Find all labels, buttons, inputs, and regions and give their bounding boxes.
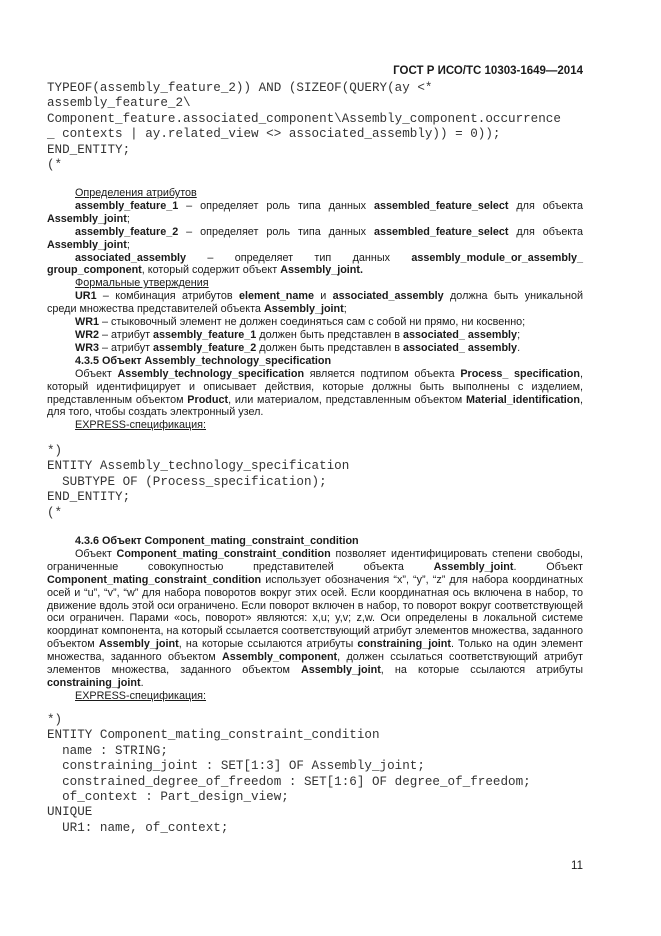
express-code-block-2 xyxy=(47,444,349,521)
code-line: of_context : Part_design_view; xyxy=(47,790,289,805)
code-line: TYPEOF(assembly_feature_2)) AND (SIZEOF(QUERY(ay <* xyxy=(47,81,433,95)
rule-wr3: WR3 – атрибут assembly_feature_2 должен быть представлен в associated_ assembly. xyxy=(75,341,521,354)
code-line: Component_feature.associated_component\Assembly_component.occurrence xyxy=(47,111,561,126)
express-spec-label: EXPRESS-спецификация: xyxy=(75,419,207,432)
rules-title: Формальные утверждения xyxy=(75,277,209,290)
code-line: *) xyxy=(47,444,63,458)
rule-wr2: WR2 – атрибут assembly_feature_1 должен быть представлен в associated_ assembly; xyxy=(75,328,521,341)
code-line: ENTITY Component_mating_constraint_condition xyxy=(47,728,380,743)
code-line: END_ENTITY; xyxy=(47,142,131,157)
code-line: SUBTYPE OF (Process_specification); xyxy=(47,474,327,489)
code-line: (* xyxy=(47,158,63,173)
code-line: UR1: name, of_context; xyxy=(47,820,229,835)
express-spec-label: EXPRESS-спецификация: xyxy=(75,689,207,702)
document-header: ГОСТ Р ИСО/ТС 10303-1649—2014 xyxy=(393,65,583,77)
rule-ur1: UR1 – комбинация атрибутов element_name и associated_assembly должна быть уникальной среди множества представителей объекта Assembly_joint; xyxy=(47,290,583,316)
section-body-4-3-5: Объект Assembly_technology_specification является подтипом объекта Process_ specification, который идентифицирует и описывает действия, которые должны быть выполнены с изделием, представленным объектом Product, или материалом, представленным объектом Material_identification, для того, чтобы создать электронный узел. xyxy=(47,367,583,419)
section-body-4-3-6: Объект Component_mating_constraint_condition позволяет идентифицировать степени свободы, ограниченные совокупностью представителей объекта Assembly_joint. Объект Component_mating_constraint_condition использует обозначения “x”, “y”, “z” для набора координатных осей и “u”, “v”, “w” для набора поворотов вокруг этих осей. Если координатная ось включена в набор, то движение вдоль этой оси ограничено. Если поворот включен в набор, то поворот вокруг соответствующей оси ограничен. Парами «ось, поворот» являются: x,u; y,v; z,w. Оси определены в локальной системе координат компонента, на который ссылается соответствующий атрибут элементов множества, заданного объектом Assembly_joint, на которые ссылаются атрибуты constraining_joint. Только на один элемент множества, заданного объектом Assembly_component, должен ссылаться соответствующий атрибут элементов множества, заданного объектом Assembly_joint, на которые ссылаются атрибуты constraining_joint. xyxy=(47,547,583,689)
code-line: (* xyxy=(47,505,63,520)
section-heading-4-3-5: 4.3.5 Объект Assembly_technology_specification xyxy=(75,354,332,367)
attribute-definition: assembly_feature_2 – определяет роль типа данных assembled_feature_select для объекта Assembly_joint; xyxy=(47,225,583,251)
section-heading-4-3-6: 4.3.6 Объект Component_mating_constraint_condition xyxy=(75,535,359,547)
code-line: ENTITY Assembly_technology_specification xyxy=(47,459,350,474)
page-number: 11 xyxy=(571,860,583,872)
attributes-title: Определения атрибутов xyxy=(75,187,197,199)
express-code-block-3 xyxy=(47,713,531,836)
section-4-3-6 xyxy=(47,535,583,703)
attribute-definition: associated_assembly – определяет тип данных assembly_module_or_assembly_ group_component, который содержит объект Assembly_joint. xyxy=(47,251,583,277)
code-line: *) xyxy=(47,713,63,727)
attribute-definition: assembly_feature_1 – определяет роль типа данных assembled_feature_select для объекта Assembly_joint; xyxy=(47,199,583,225)
code-line: assembly_feature_2\ xyxy=(47,96,191,111)
express-code-block-1 xyxy=(47,81,561,173)
code-line: _ contexts | ay.related_view <> associated_assembly)) = 0)); xyxy=(47,127,501,142)
code-line: UNIQUE xyxy=(47,805,93,820)
attributes-section xyxy=(47,187,583,432)
code-line: name : STRING; xyxy=(47,743,168,758)
code-line: constraining_joint : SET[1:3] OF Assembly_joint; xyxy=(47,759,425,774)
rule-wr1: WR1 – стыковочный элемент не должен соединяться сам с собой ни прямо, ни косвенно; xyxy=(75,316,526,329)
code-line: constrained_degree_of_freedom : SET[1:6] OF degree_of_freedom; xyxy=(47,774,531,789)
code-line: END_ENTITY; xyxy=(47,490,131,505)
